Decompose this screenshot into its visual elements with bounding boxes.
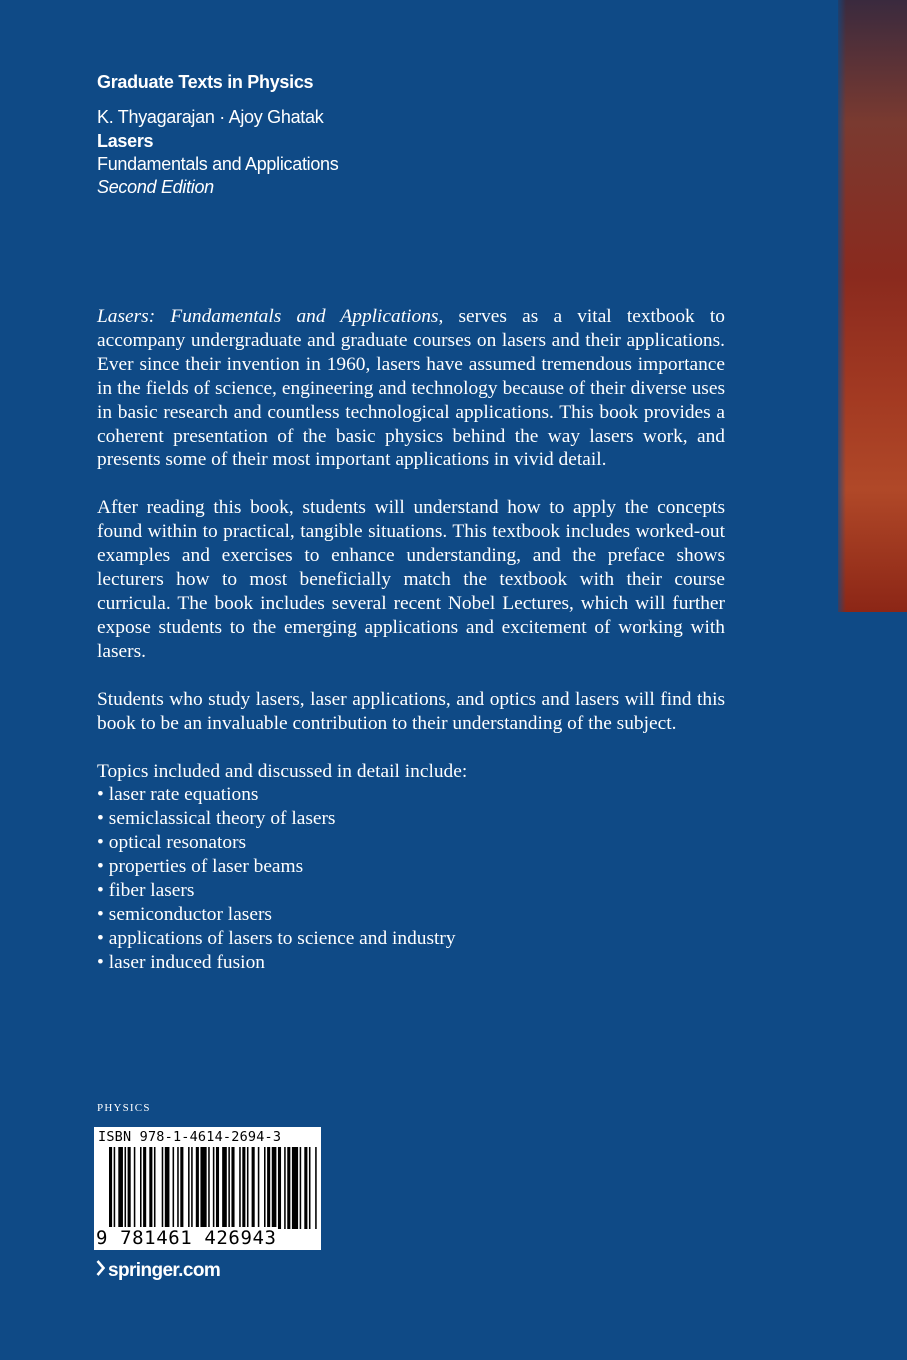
chevron-right-icon: [96, 1260, 105, 1282]
list-item: • optical resonators: [97, 831, 725, 855]
list-item: • applications of lasers to science and industry: [97, 927, 725, 951]
isbn-label: ISBN 978-1-4614-2694-3: [98, 1129, 282, 1145]
decorative-spine-stripe: [838, 0, 907, 612]
list-item: • semiclassical theory of lasers: [97, 807, 725, 831]
blurb: [97, 305, 725, 975]
topics-list: [97, 783, 725, 974]
publisher-website[interactable]: [96, 1260, 220, 1282]
edition: Second Edition: [97, 177, 214, 197]
list-item: • laser rate equations: [97, 783, 725, 807]
list-item: • fiber lasers: [97, 879, 725, 903]
topics-intro: Topics included and discussed in detail include:: [97, 760, 468, 782]
blurb-paragraph-3: Students who study lasers, laser applications, and optics and lasers will find this book to be an invaluable contribution to their understanding of the subject.: [97, 688, 725, 734]
blurb-paragraph-2: After reading this book, students will understand how to apply the concepts found within to practical, tangible situations. This textbook includes worked-out examples and exercises to enhance understanding, and the preface shows lecturers how to most beneficially match the textbook with their course curricula. The book includes several recent Nobel Lectures, which will further expose students to the emerging applications and excitement of working with lasers.: [97, 497, 725, 662]
book-title: Lasers: [97, 131, 154, 151]
list-item: • semiconductor lasers: [97, 903, 725, 927]
authors: K. Thyagarajan · Ajoy Ghatak: [97, 107, 324, 127]
subject-category: PHYSICS: [97, 1102, 151, 1114]
barcode-bars: [97, 1147, 318, 1229]
list-item: • properties of laser beams: [97, 855, 725, 879]
book-subtitle: Fundamentals and Applications: [97, 154, 339, 174]
blurb-paragraph-1-text: , serves as a vital textbook to accompany undergraduate and graduate courses on lasers and their applications. Ever since their invention in 1960, lasers have assumed tremendous importance in the fields of science, engineering and technology because of their diverse uses in basic research and countless technological applications. This book provides a coherent presentation of the basic physics behind the way lasers work, and presents some of their most important applications in vivid detail.: [97, 306, 725, 471]
ean-digits: 9 781461 426943: [96, 1227, 277, 1249]
blurb-book-title: Lasers: Fundamentals and Applications: [97, 306, 439, 327]
list-item: • laser induced fusion: [97, 951, 725, 975]
blurb-paragraph-1: [97, 305, 725, 472]
series-title: Graduate Texts in Physics: [97, 72, 314, 92]
isbn-barcode: [94, 1127, 321, 1250]
website-label: springer.com: [108, 1260, 221, 1281]
